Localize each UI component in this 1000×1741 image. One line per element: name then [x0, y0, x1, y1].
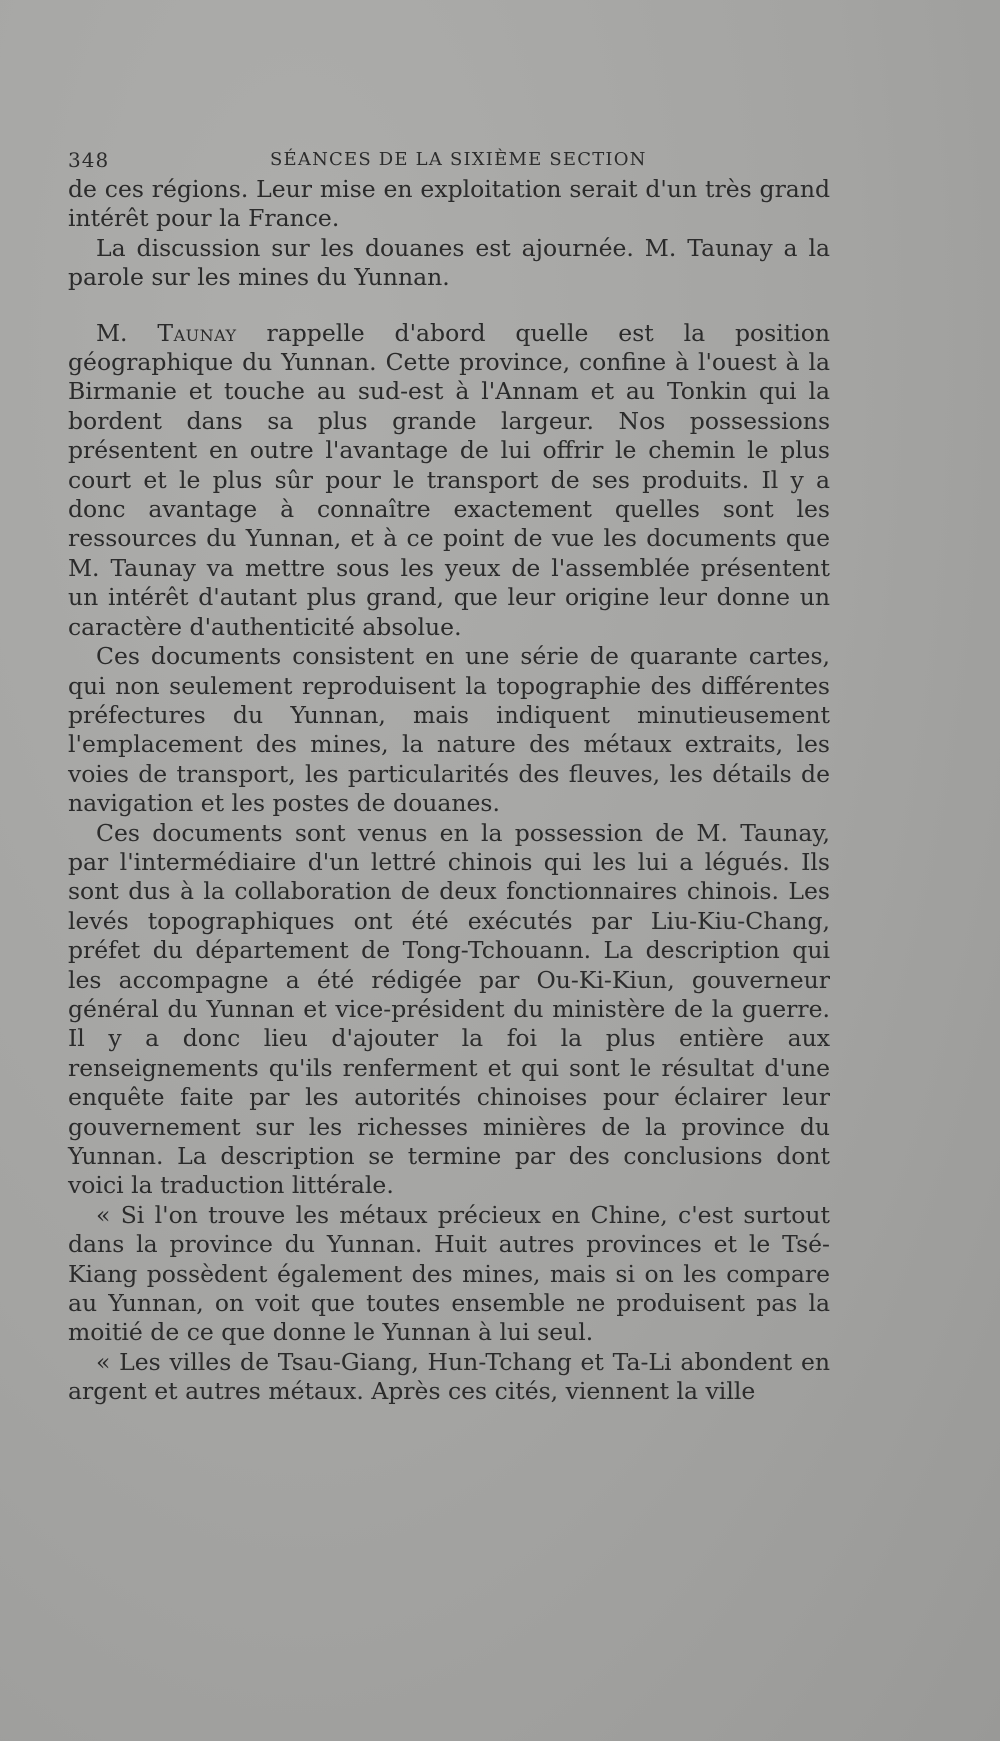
running-head	[68, 145, 830, 175]
paragraph-7: « Les villes de Tsau-Giang, Hun-Tchang et Ta-Li abondent en argent et autres métaux. Après ces cités, viennent la ville	[68, 1347, 830, 1406]
book-page	[68, 145, 830, 1407]
paragraph-3	[68, 319, 830, 642]
page-number: 348	[68, 148, 110, 172]
paragraph-5: Ces documents sont venus en la possession de M. Taunay, par l'intermédiaire d'un lettré chinois qui les lui a légués. Ils sont dus à la collaboration de deux fonctionnaires chinois. Les levés topographiques ont été exécutés par Liu-Kiu-Chang, préfet du département de Tong-Tchouann. La description qui les accompagne a été rédigée par Ou-Ki-Kiun, gouverneur général du Yunnan et vice-président du ministère de la guerre. Il y a donc lieu d'ajouter la foi la plus entière aux renseignements qu'ils renferment et qui sont le résultat d'une enquête faite par les autorités chinoises pour éclairer leur gouvernement sur les richesses minières de la province du Yunnan. La description se termine par des conclusions dont voici la traduction littérale.	[68, 818, 830, 1200]
speaker-name: Taunay	[157, 318, 237, 347]
paragraph-3-text: rappelle d'abord quelle est la position géographique du Yunnan. Cette province, confine à l'ouest à la Birmanie et touche au sud-est à l'Annam et au Tonkin qui la bordent dans sa plus grande largeur. Nos possessions présentent en outre l'avantage de lui offrir le chemin le plus court et le plus sûr pour le transport de ses produits. Il y a donc avantage à connaître exactement quelles sont les ressources du Yunnan, et à ce point de vue les documents que M. Taunay va mettre sous les yeux de l'assemblée présentent un intérêt d'autant plus grand, que leur origine leur donne un caractère d'authenticité absolue.	[68, 318, 830, 641]
running-title: SÉANCES DE LA SIXIÈME SECTION	[270, 149, 647, 170]
paragraph-3-prefix: M.	[96, 318, 158, 347]
paragraph-1: de ces régions. Leur mise en exploitation serait d'un très grand intérêt pour la France.	[68, 175, 830, 233]
paragraph-2: La discussion sur les douanes est ajournée. M. Taunay a la parole sur les mines du Yunnan.	[68, 233, 830, 292]
paragraph-4: Ces documents consistent en une série de quarante cartes, qui non seulement reproduisent la topographie des différentes préfectures du Yunnan, mais indiquent minutieusement l'emplacement des mines, la nature des métaux extraits, les voies de transport, les particularités des fleuves, les détails de navigation et les postes de douanes.	[68, 642, 830, 818]
paragraph-6: « Si l'on trouve les métaux précieux en Chine, c'est surtout dans la province du Yunnan. Huit autres provinces et le Tsé-Kiang possèdent également des mines, mais si on les compare au Yunnan, on voit que toutes ensemble ne produisent pas la moitié de ce que donne le Yunnan à lui seul.	[68, 1200, 830, 1347]
